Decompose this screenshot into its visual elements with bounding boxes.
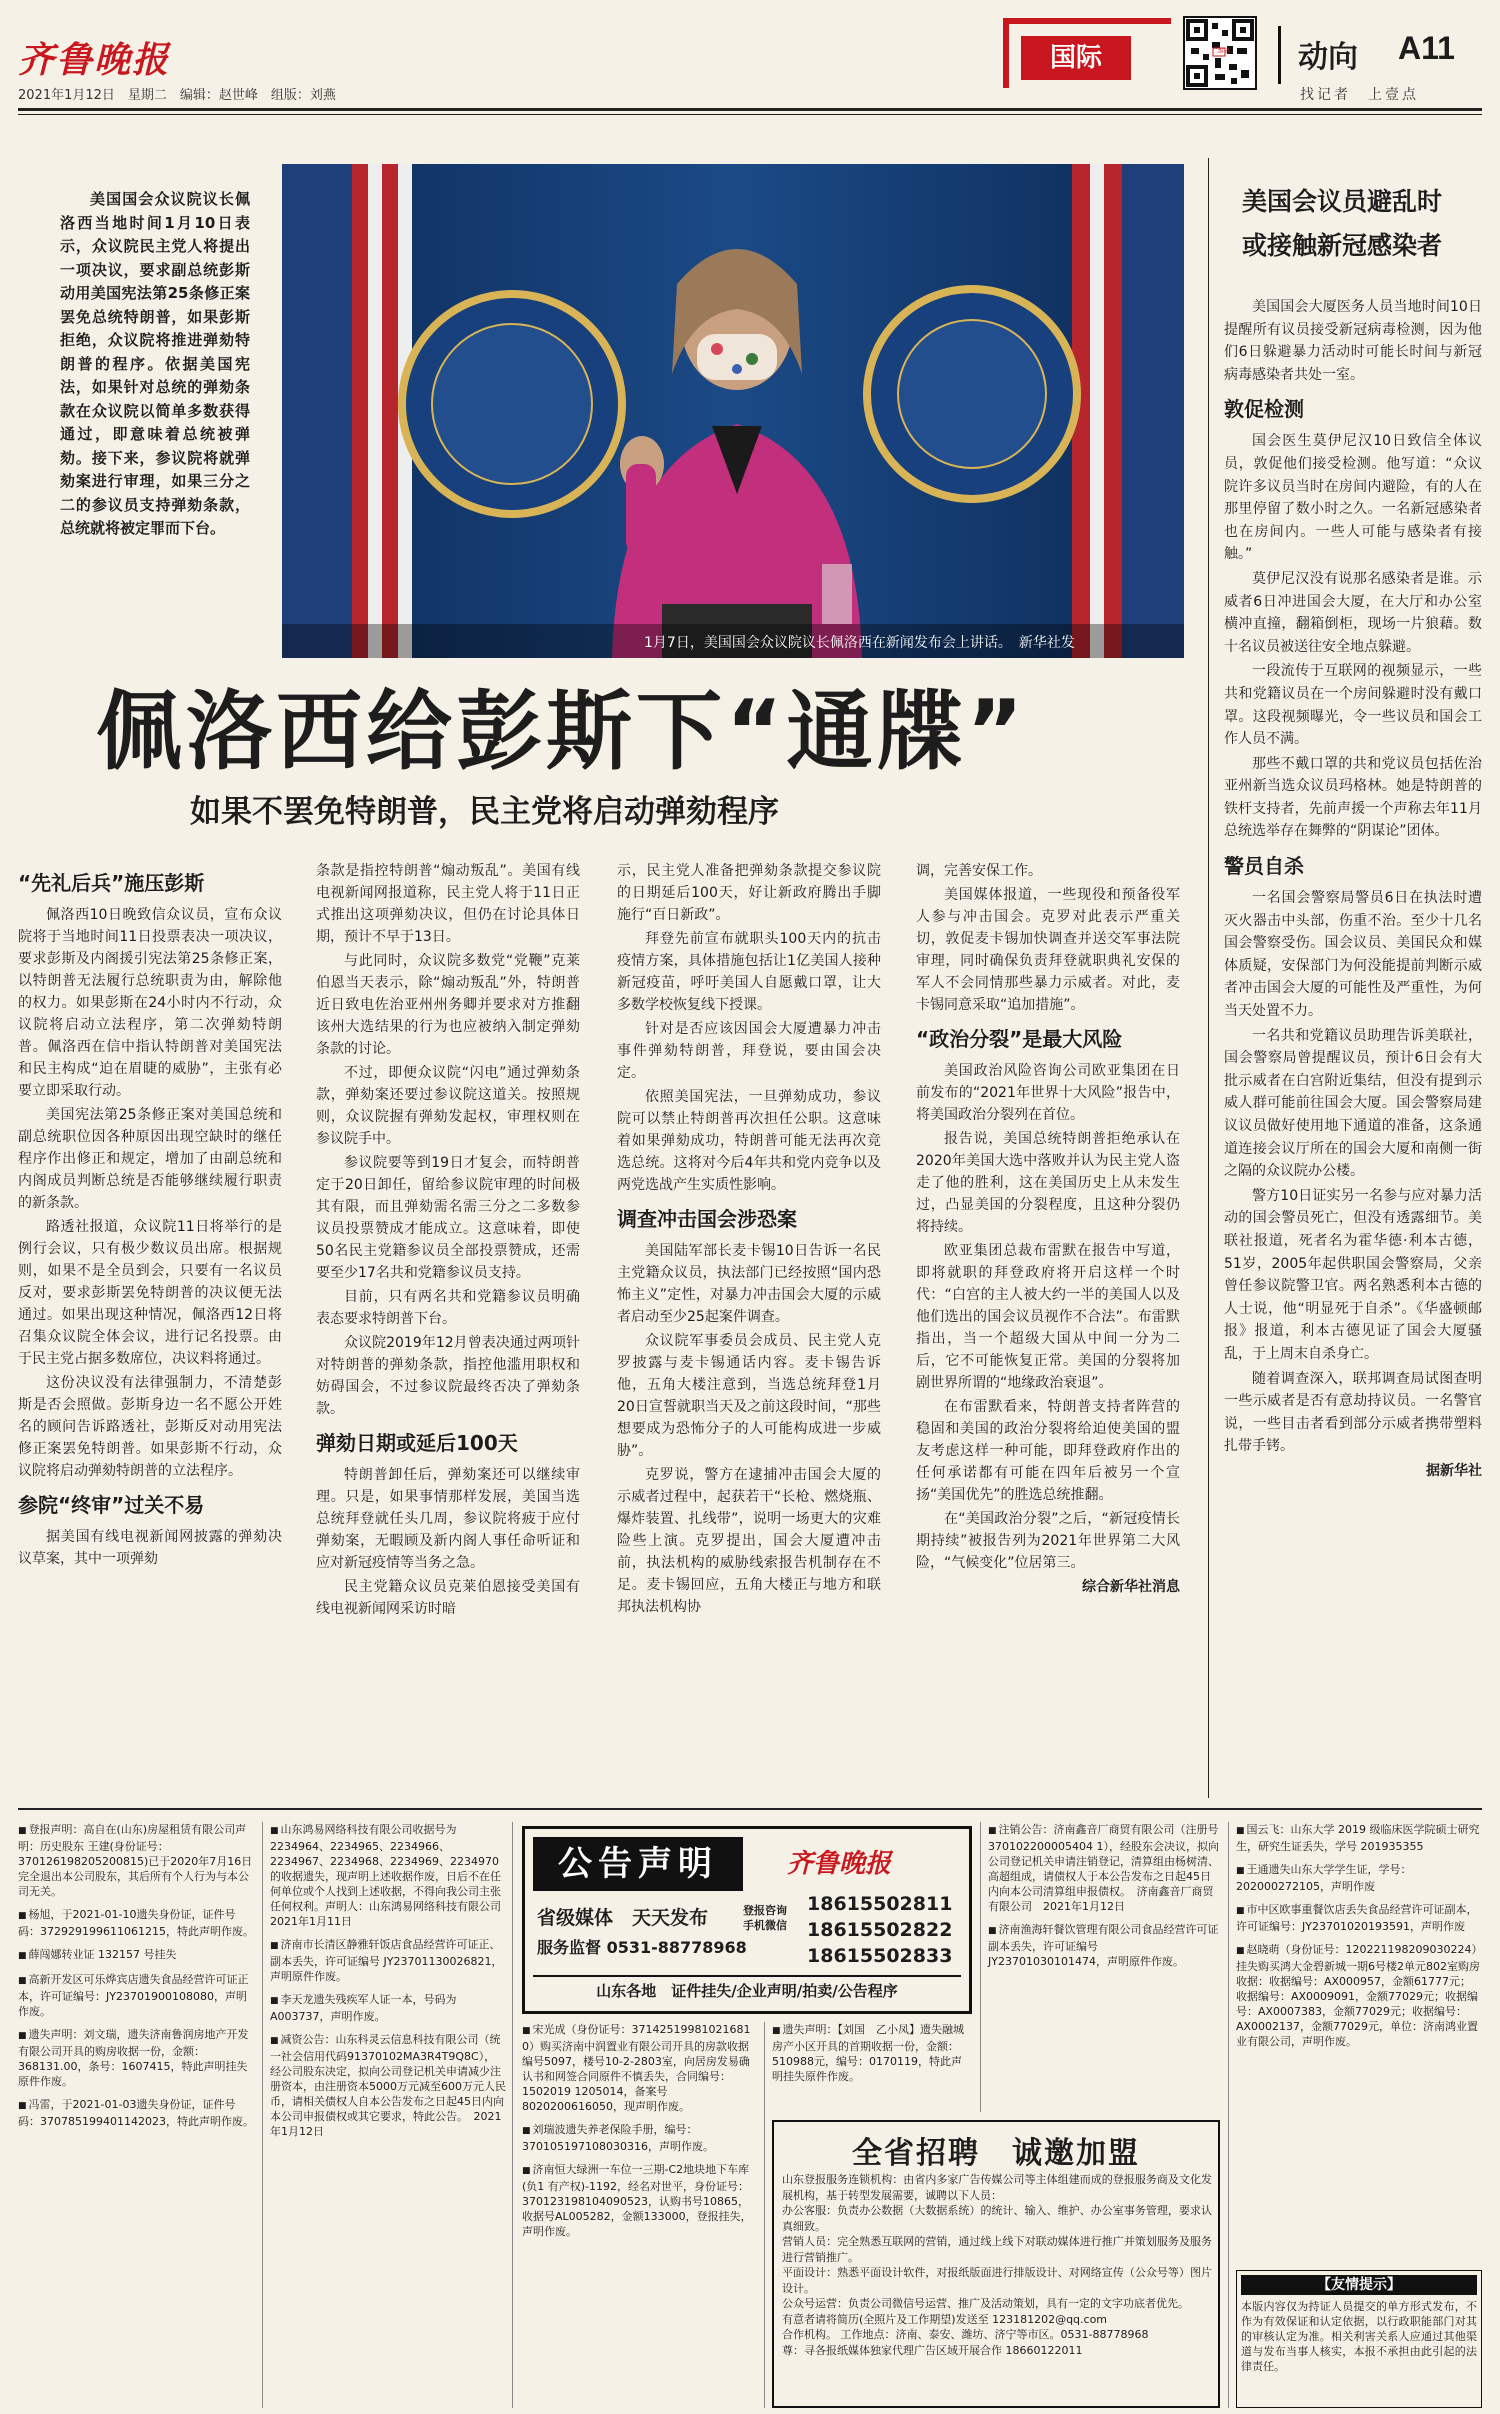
classified-entry: ■ 济南市长清区静雅轩饭店食品经营许可证正、副本丢失，许可证编号 JY23701130026821，声明原件作废。 bbox=[270, 1937, 506, 1984]
paragraph: 目前，只有两名共和党籍参议员明确表态要求特朗普下台。 bbox=[316, 1289, 580, 1327]
sidebar-title-1: 美国会议员避乱时 bbox=[1242, 187, 1443, 216]
classified-divider-3 bbox=[764, 2022, 765, 2408]
paragraph: 在布雷默看来，特朗普支持者阵营的稳固和美国的政治分裂将给迫使美国的盟友考虑这样一种可能，即拜登政府作出的任何承诺都有可能在四年后被另一个宣扬“美国优先”的胜选总统推翻。 bbox=[916, 1399, 1180, 1503]
section-tag bbox=[1021, 36, 1131, 80]
sidebar-divider bbox=[1208, 158, 1209, 1798]
recruit-line: 营销人员：完全熟悉互联网的营销，通过线上线下对联动媒体进行推广并策划服务及服务进行营销推广。 bbox=[782, 2235, 1212, 2264]
notice-box bbox=[522, 1826, 972, 2014]
notice-logo: 齐鲁晚报 bbox=[787, 1849, 892, 1879]
classified-entry: ■ 杨旭，于2021-01-10遗失身份证，证件号码：372929199611061215，特此声明作废。 bbox=[18, 1907, 256, 1939]
subheadline: 如果不罢免特朗普，民主党将启动弹劾程序 bbox=[190, 794, 779, 830]
classified-entry: ■ 冯雷，于2021-01-03遗失身份证，证件号码：370785199401142023，特此声明作废。 bbox=[18, 2097, 256, 2129]
masthead-divider bbox=[1278, 26, 1281, 84]
notice-bottom-text: 山东各地 证件挂失/企业声明/拍卖/公告程序 bbox=[596, 1982, 898, 2000]
paragraph: 克罗说，警方在逮捕冲击国会大厦的示威者过程中，起获若干“长枪、燃烧瓶、爆炸装置、扎线带”，说明一场更大的灾难险些上演。克罗提出，国会大厦遭冲击前，执法机构的威胁线索报告机制存在不足。麦卡锡回应，五角大楼正与地方和联邦执法机构协 bbox=[617, 1467, 881, 1615]
paragraph: 与此同时，众议院多数党“党鞭”克莱伯恩当天表示，除“煽动叛乱”外，特朗普近日致电佐治亚州州务卿并要求对方推翻该州大选结果的行为也应被纳入制定弹劾条款的讨论。 bbox=[316, 953, 580, 1057]
article-column-2 bbox=[316, 860, 580, 1800]
recruit-box bbox=[772, 2120, 1220, 2408]
paragraph: 条款是指控特朗普“煽动叛乱”。美国有线电视新闻网报道称，民主党人将于11日正式推出这项弹劾决议，但仍在讨论具体日期，预计不早于13日。 bbox=[316, 863, 580, 945]
source-credit: 综合新华社消息 bbox=[1082, 1579, 1180, 1595]
reporter-line: 找记者 上壹点 bbox=[1300, 87, 1419, 103]
classified-entry: ■ 薛闯娜转业证 132157 号挂失 bbox=[18, 1947, 256, 1964]
lead-intro-text: 美国国会众议院议长佩洛西当地时间1月10日表示，众议院民主党人将提出一项决议，要求副总统彭斯动用美国宪法第25条修正案罢免总统特朗普，如果彭斯拒绝，众议院将推进弹劾特朗普的程序。依据美国宪法，如果针对总统的弹劾条款在众议院以简单多数获得通过，即意味着总统被弹劾。接下来，参议院将就弹劾案进行审理，如果三分之二的参议员支持弹劾条款，总统就将被定罪而下台。 bbox=[60, 190, 250, 537]
pelosi-photo-illustration bbox=[282, 164, 1184, 658]
paragraph: 针对是否应该因国会大厦遭暴力冲击事件弹劾特朗普，拜登说，要由国会决定。 bbox=[617, 1021, 881, 1081]
classified-column-2 bbox=[270, 1822, 512, 2408]
classified-entry: ■ 减资公告：山东科灵云信息科技有限公司（统一社会信用代码91370102MA3R4T9Q8C），经公司股东决定，拟向公司登记机关申请减少注册资本，由注册资本5000万元减至600万元人民币，请相关债权人自本公告发布之日起45日内向本公司申报债权或其它要求，特此公告。 2021年1月12日 bbox=[270, 2032, 506, 2139]
article-column-1 bbox=[18, 860, 282, 1800]
paragraph: 美国国会大厦医务人员当地时间10日提醒所有议员接受新冠病毒检测，因为他们6日躲避暴力活动时可能长时间与新冠病毒感染者共处一室。 bbox=[1224, 299, 1482, 383]
classified-divider-5 bbox=[1228, 1822, 1229, 2408]
paragraph: 参议院要等到19日才复会，而特朗普定于20日卸任，留给参议院审理的时间极其有限，而且弹劾需名需三分之二多数参议员投票赞成才能成立。这意味着，即使50名民主党籍参议员全部投票赞成，还需要至少17名共和党籍参议员支持。 bbox=[316, 1155, 580, 1281]
photo-caption: 1月7日，美国国会众议院议长佩洛西在新闻发布会上讲话。 新华社发 bbox=[644, 635, 1075, 651]
paragraph: 一名国会警察局警员6日在执法时遭灭火器击中头部，伤重不治。至少十几名国会警察受伤。国会议员、美国民众和媒体质疑，安保部门为何没能提前判断示威者冲击国会大厦的可能性及严重性，为何当天处置不力。 bbox=[1224, 890, 1482, 1020]
masthead-rule-thin bbox=[18, 114, 1482, 115]
recruit-line: 尊：寻各报纸媒体独家代理广告区域开展合作 18660122011 bbox=[782, 2343, 1083, 2357]
notice-title: 公告声明 bbox=[558, 1844, 718, 1884]
recruit-line: 公众号运营：负责公司微信号运营、推广及活动策划，具有一定的文字功底者优先。 bbox=[782, 2297, 1189, 2310]
paragraph: 美国陆军部长麦卡锡10日告诉一名民主党籍众议员，执法部门已经按照“国内恐怖主义”定性，对暴力冲击国会大厦的示威者启动至少25起案件调查。 bbox=[617, 1243, 881, 1325]
classified-column-3a bbox=[522, 2022, 758, 2408]
paragraph: 特朗普卸任后，弹劾案还可以继续审理。只是，如果事情那样发展，美国当选总统拜登就任头几周，参议院将疲于应付弹劾案，无暇顾及新内阁人事任命听证和应对新冠疫情等当务之急。 bbox=[316, 1467, 580, 1571]
notice-phone-2: 18615502822 bbox=[807, 1919, 953, 1941]
section-subheading: “先礼后兵”施压彭斯 bbox=[18, 871, 205, 895]
paragraph: 众议院2019年12月曾表决通过两项针对特朗普的弹劾条款，指控他滥用职权和妨碍国会，不过参议院最终否决了弹劾条款。 bbox=[316, 1335, 580, 1417]
classified-entry: ■ 济南恒大绿洲一车位一三期-C2地块地下车库(负1 有产权)-1192，经名对世平，身份证号：370123198104090523，认购书号10865，收据号AL005282，金额133000，登报挂失，声明作废。 bbox=[522, 2162, 758, 2239]
qr-code-label: 二维码 bbox=[1212, 48, 1231, 55]
notice-contact-label: 登报咨询 手机微信 bbox=[743, 1904, 787, 1932]
notice-bottom-bar bbox=[533, 1975, 961, 2005]
recruit-line: 山东登报服务连锁机构：由省内多家广告传媒公司等主体组建而成的登报服务商及文化发展机构，基于转型发展需要，诚聘以下人员： bbox=[782, 2173, 1212, 2202]
recruit-lines bbox=[782, 2172, 1212, 2358]
notice-slogan: 省级媒体 天天发布 bbox=[537, 1907, 709, 1929]
paragraph: 莫伊尼汉没有说那名感染者是谁。示威者6日冲进国会大厦，在大厅和办公室横冲直撞，翻箱倒柜，现场一片狼藉。数十名议员被送往安全地点躲避。 bbox=[1224, 570, 1482, 655]
paragraph: 据美国有线电视新闻网披露的弹劾决议草案，其中一项弹劾 bbox=[18, 1529, 282, 1567]
recruit-line: 有意者请将简历(全照片及工作期望)发送至 123181202@qq.com bbox=[782, 2312, 1108, 2326]
classified-column-1 bbox=[18, 1822, 256, 2408]
paragraph: 佩洛西10日晚致信众议员，宣布众议院将于当地时间11日投票表决一项决议，要求彭斯及内阁援引宪法第25条修正案，以特朗普无法履行总统职责为由，解除他的权力。如果彭斯在24小时内不行动，众议院将启动立法程序，第二次弹劾特朗普。佩洛西在信中指认特朗普对美国宪法和民主构成“迫在眉睫的威胁”，主张有必要立即采取行动。 bbox=[18, 907, 282, 1099]
section-subheading: “政治分裂”是最大风险 bbox=[916, 1027, 1123, 1051]
paragraph: 警方10日证实另一名参与应对暴力活动的国会警员死亡，但没有透露细节。美联社报道，死者名为霍华德·利本古德，51岁，2005年起供职国会警察局，父亲曾任参议院警卫官。两名熟悉利本古德的人士说，他“明显死于自杀”。《华盛顿邮报》报道，利本古德见证了国会大厦骚乱，于上周末自杀身亡。 bbox=[1224, 1187, 1482, 1362]
paragraph: 在“美国政治分裂”之后，“新冠疫情长期持续”被报告列为2021年世界第二大风险，“气候变化”位居第三。 bbox=[916, 1511, 1180, 1571]
paragraph: 民主党籍众议员克莱伯恩接受美国有线电视新闻网采访时暗 bbox=[316, 1579, 580, 1617]
classified-entry: ■ 刘瑞波遗失养老保险手册，编号：370105197108030316，声明作废。 bbox=[522, 2122, 758, 2154]
paragraph: 美国政治风险咨询公司欧亚集团在日前发布的“2021年世界十大风险”报告中，将美国政治分裂列在首位。 bbox=[916, 1063, 1180, 1123]
source-credit: 据新华社 bbox=[1426, 1462, 1482, 1479]
paragraph: 那些不戴口罩的共和党议员包括佐治亚州新当选众议员玛格林。她是特朗普的铁杆支持者，先前声援一个声称去年11月总统选举存在舞弊的“阴谋论”团体。 bbox=[1224, 755, 1482, 840]
paragraph: 依照美国宪法，一旦弹劾成功，参议院可以禁止特朗普再次担任公职。这意味着如果弹劾成功，特朗普可能无法再次竞选总统。这将对今后4年共和党内竞争以及两党选战产生实质性影响。 bbox=[617, 1089, 881, 1193]
classified-column-5 bbox=[1236, 1822, 1482, 2262]
recruit-line: 平面设计：熟悉平面设计软件，对报纸版面进行排版设计、对网络宣传（公众号等）图片设计。 bbox=[782, 2266, 1212, 2295]
paragraph: 示，民主党人准备把弹劾条款提交参议院的日期延后100天，好让新政府腾出手脚施行“百日新政”。 bbox=[617, 863, 881, 923]
tips-text: 本版内容仅为持证人员提交的单方形式发布，不作为有效保证和认定依据，以行政职能部门对其的审核认定为准。相关利害关系人应通过其他渠道与发布当事人核实，本报不承担由此引起的法律责任。 bbox=[1241, 2300, 1477, 2373]
tips-box bbox=[1236, 2270, 1482, 2408]
paragraph: 路透社报道，众议院11日将举行的是例行会议，只有极少数议员出席。根据规则，如果不是全员到会，只要有一名议员反对，要求彭斯罢免特朗普的决议便无法通过。如果出现这种情况，佩洛西12日将召集众议院全体会议，进行记名投票。由于民主党占据多数席位，决议料将通过。 bbox=[18, 1219, 282, 1367]
notice-phone-3: 18615502833 bbox=[807, 1945, 953, 1967]
recruit-line: 办公客服：负责办公数据（大数据系统）的统计、输入、维护、办公室事务管理，要求认真细致。 bbox=[782, 2204, 1212, 2233]
qr-code-icon bbox=[1183, 16, 1257, 90]
classified-entry: ■ 遗失声明：【刘国 乙小凤】遗失融城房产小区开具的首期收据一份，金额：510988元，编号：0170119，特此声明挂失原件作废。 bbox=[772, 2022, 972, 2084]
classified-divider-4 bbox=[980, 1822, 981, 2112]
classified-entry: ■ 王通遗失山东大学学生证，学号：202000272105，声明作废 bbox=[1236, 1862, 1482, 1894]
date-line: 2021年1月12日 星期二 编辑：赵世峰 组版：刘燕 bbox=[18, 88, 336, 103]
classified-entry: ■ 济南渔海轩餐饮管理有限公司食品经营许可证副本丢失，许可证编号 JY23701030101474，声明原件作废。 bbox=[988, 1922, 1220, 1969]
masthead-logo: 齐鲁晚报 bbox=[18, 39, 171, 81]
tips-title: 【友情提示】 bbox=[1241, 2275, 1477, 2295]
classified-entry: ■ 国云飞：山东大学 2019 级临床医学院硕士研究生，研究生证丢失，学号 201935355 bbox=[1236, 1822, 1482, 1854]
section-subheading: 敦促检测 bbox=[1224, 397, 1304, 422]
paragraph: 众议院军事委员会成员、民主党人克罗披露与麦卡锡通话内容。麦卡锡告诉他，五角大楼注意到，当选总统拜登1月20日宣誓就职当天及之前这段时间，“那些想要成为恐怖分子的人可能构成进一步威胁”。 bbox=[617, 1333, 881, 1459]
paragraph: 美国媒体报道，一些现役和预备役军人参与冲击国会。克罗对此表示严重关切，敦促麦卡锡加快调查并送交军事法院审理，同时确保负责拜登就职典礼安保的军人不会同情那些暴力示威者。对此，麦卡锡同意采取“追加措施”。 bbox=[916, 887, 1180, 1013]
classified-entry: ■ 李天龙遗失残疾军人证一本，号码为 A003737，声明作废。 bbox=[270, 1992, 506, 2024]
paragraph: 美国宪法第25条修正案对美国总统和副总统职位因各种原因出现空缺时的继任程序作出修正和规定，增加了由副总统和内阁成员判断总统是否能够继续履行职责的新条款。 bbox=[18, 1107, 282, 1211]
paragraph: 不过，即便众议院“闪电”通过弹劾条款，弹劾案还要过参议院这道关。按照规则，众议院握有弹劾发起权，审理权则在参议院手中。 bbox=[316, 1065, 580, 1147]
classified-column-3b bbox=[772, 2022, 972, 2112]
recruit-title: 全省招聘 诚邀加盟 bbox=[852, 2136, 1140, 2171]
article-column-4 bbox=[916, 860, 1180, 1800]
classified-entry: ■ 赵晓萌（身份证号：120221198209030224）挂失购买鸿大金碧新城一期6号楼2单元802室购房收据：收据编号：AX000957，金额61777元；收据编号：AX0009091，金额77029元；收据编号：AX0007383，金额77029元；收据编号：AX0002137，金额77029元，单位：济南鸿业置业有限公司，声明作废。 bbox=[1236, 1942, 1482, 2049]
sidebar-column bbox=[1224, 296, 1482, 1796]
paragraph: 拜登先前宣布就职头100天内的抗击疫情方案，具体措施包括让1亿美国人接种新冠疫苗，呼吁美国人自愿戴口罩，让大多数学校恢复线下授课。 bbox=[617, 931, 881, 1013]
recruit-line: 合作机构。 工作地点：济南、泰安、潍坊、济宁等市区。0531-88778968 bbox=[782, 2328, 1149, 2341]
classified-entry: ■ 高新开发区可乐烨宾店遗失食品经营许可证正本，许可证编号：JY23701900108080，声明作废。 bbox=[18, 1972, 256, 2019]
paragraph: 一段流传于互联网的视频显示，一些共和党籍议员在一个房间躲避时没有戴口罩。这段视频曝光，令一些议员和国会工作人员不满。 bbox=[1224, 663, 1482, 748]
classifieds-top-rule bbox=[18, 1808, 1482, 1810]
article-column-3 bbox=[617, 860, 881, 1800]
page-name: 动向 bbox=[1298, 40, 1358, 75]
notice-phone-1: 18615502811 bbox=[807, 1893, 953, 1915]
notice-service-line: 服务监督 0531-88778968 bbox=[537, 1938, 747, 1957]
paragraph: 欧亚集团总裁布雷默在报告中写道，即将就职的拜登政府将开启这样一个时代：“白宫的主人被大约一半的美国人以及他们选出的国会议员视作不合法”。布雷默指出，当一个超级大国从中间一分为二后，它不可能恢复正常。美国的分裂将加剧世界所谓的“地缘政治衰退”。 bbox=[916, 1243, 1180, 1391]
classified-divider-1 bbox=[262, 1822, 263, 2408]
sidebar-title-2: 或接触新冠感染者 bbox=[1242, 231, 1443, 260]
paragraph: 一名共和党籍议员助理告诉美联社，国会警察局曾提醒议员，预计6日会有大批示威者在白宫附近集结，但没有提到示威人群可能前往国会大厦。国会警察局建议议员做好使用地下通道的准备，这条通道连接会议厅所在的国会大厦和南侧一街之隔的众议院办公楼。 bbox=[1224, 1027, 1482, 1180]
classified-entry: ■ 山东鸿易网络科技有限公司收据号为 2234964、2234965、2234966、2234967、2234968、2234969、2234970 的收据遗失，现声明上述收据作废，日后不在任何单位或个人找到上述收据，不得向我公司主张任何权利。声明人：山东鸿易网络科技有限公司 2021年1月11日 bbox=[270, 1822, 506, 1929]
paragraph: 这份决议没有法律强制力，不清楚彭斯是否会照做。彭斯身边一名不愿公开姓名的顾问告诉路透社，彭斯反对动用宪法修正案罢免特朗普。如果彭斯不行动，众议院将启动弹劾特朗普的立法程序。 bbox=[18, 1375, 282, 1479]
paragraph: 报告说，美国总统特朗普拒绝承认在2020年美国大选中落败并认为民主党人盗走了他的胜利，这在美国历史上从未发生过，凸显美国的分裂程度，且这种分裂仍将持续。 bbox=[916, 1131, 1180, 1235]
headline: 佩洛西给彭斯下“通牒” bbox=[96, 682, 1028, 782]
paragraph: 随着调查深入，联邦调查局试图查明一些示威者是否有意劫持议员。一名警官说，一些目击者看到部分示威者携带塑料扎带手铐。 bbox=[1224, 1370, 1482, 1455]
section-subheading: 参院“终审”过关不易 bbox=[18, 1493, 205, 1517]
section-subheading: 调查冲击国会涉恐案 bbox=[617, 1207, 797, 1231]
lead-intro bbox=[60, 188, 250, 541]
classified-entry: ■ 宋光成（身份证号：37142519981021681 0）购买济南中润置业有限公司开具的房款收据编号5097，楼号10-2-2803室，向居房发易确认书和网签合同原件不慎丢失，合同编号：1502019 1205014，备案号8020200616050，现声明作废。 bbox=[522, 2022, 758, 2114]
section-tag-label: 国际 bbox=[1049, 43, 1102, 73]
lead-photo bbox=[282, 164, 1184, 658]
masthead-rule bbox=[18, 108, 1482, 111]
classified-entry: ■ 遗失声明：刘文瑞，遗失济南鲁润房地产开发有限公司开具的购房收据一份，金额：368131.00，条号：1607415，特此声明挂失原件作废。 bbox=[18, 2027, 256, 2089]
paragraph: 调，完善安保工作。 bbox=[916, 863, 1042, 879]
section-subheading: 警员自杀 bbox=[1224, 854, 1304, 879]
classified-entry: ■ 注销公告：济南鑫音厂商贸有限公司（注册号370102200005404 1），经股东会决议，拟向公司登记机关申请注销登记，清算组由杨树清、高超组成，请债权人于本公告发布之日起45日内向本公司清算组申报债权。 济南鑫音厂商贸有限公司 2021年1月12日 bbox=[988, 1822, 1220, 1914]
classified-divider-2 bbox=[512, 1822, 513, 2408]
paragraph: 国会医生莫伊尼汉10日致信全体议员，敦促他们接受检测。他写道：“众议院许多议员当时在房间内避险，有的人在那里停留了数小时之久。一名新冠感染者也在房间内。一些人可能与感染者有接触。” bbox=[1224, 433, 1482, 563]
section-subheading: 弹劾日期或延后100天 bbox=[316, 1431, 518, 1455]
classified-entry: ■ 市中区欧事重餐饮店丢失食品经营许可证副本，许可证编号：JY23701020193591，声明作废 bbox=[1236, 1902, 1482, 1934]
page-number: A11 bbox=[1398, 30, 1455, 66]
classified-column-4 bbox=[988, 1822, 1220, 2112]
notice-title-box bbox=[533, 1837, 743, 1891]
classified-entry: ■ 登报声明：高自在(山东)房屋租赁有限公司声明：历史股东 王建(身份证号：370126198205200815)已于2020年7月16日完全退出本公司股东，其后所有个人行为与本公司无关。 bbox=[18, 1822, 256, 1899]
